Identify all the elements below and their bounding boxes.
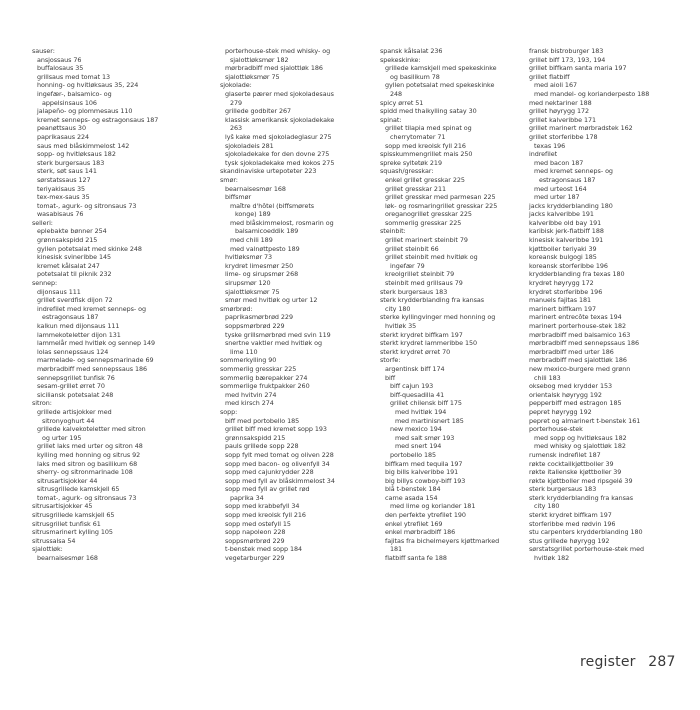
index-entry: sterk krydderblanding fra kansas	[380, 296, 485, 305]
index-subentry: stus grillede høyrygg 192	[529, 536, 610, 545]
index-entry: sopp:	[220, 407, 238, 416]
index-subentry: enkel ytrefilet 169	[385, 519, 443, 528]
index-subentry: grønnsakspidd 215	[37, 236, 98, 245]
index-subentry: grillet biff med kremet sopp 193	[225, 425, 327, 434]
index-subentry: buffalosaus 35	[37, 64, 84, 73]
index-entry: sterkt krydret biffkam 197	[380, 330, 463, 339]
index-subentry: glaserte pærer med sjokoladesaus	[225, 89, 334, 98]
index-subentry: med blåskimmelost, rosmarin og	[230, 218, 334, 227]
index-subentry: sterk burgersaus 183	[37, 158, 105, 167]
index-subentry: 181	[390, 545, 403, 554]
index-entry: sommerlig bærepakker 274	[220, 373, 308, 382]
index-subentry: 248	[390, 89, 403, 98]
index-subentry: med mandel- og korianderpesto 188	[534, 89, 650, 98]
index-subentry: manuels fajitas 181	[529, 296, 592, 305]
index-subentry: klassisk amerikansk sjokoladekake	[225, 115, 335, 124]
index-subentry: grillet tilapia med spinat og	[385, 124, 472, 133]
index-subentry: cherrytomater 71	[390, 132, 446, 141]
index-subentry: paprika 34	[230, 493, 264, 502]
index-subentry: mørbradbiff med urter 186	[529, 347, 614, 356]
index-subentry: sopp med fyll av blåskimmelost 34	[225, 476, 335, 485]
index-subentry: grillet flatbiff	[529, 72, 570, 81]
index-subentry: chili 183	[534, 373, 561, 382]
index-subentry: med kremet sennеps- og	[534, 167, 613, 176]
index-subentry: wasabisaus 76	[37, 210, 84, 219]
index-subentry: oksebog med krydder 153	[529, 382, 613, 391]
index-subentry: enkel mørbradbiff 186	[385, 528, 456, 537]
index-entry: sitrussalsa 54	[32, 536, 76, 545]
index-subentry: med sopp og hvitløksaus 182	[534, 433, 627, 442]
index-subentry: pepperbiff med estragon 185	[529, 399, 622, 408]
index-subentry: vegetarburger 229	[225, 554, 285, 563]
index-subentry: med lime og koriander 181	[390, 502, 476, 511]
index-subentry: med aioli 167	[534, 81, 577, 90]
index-subentry: jacks krydderblanding 180	[529, 201, 613, 210]
index-subentry: grillet biffkam santa maria 197	[529, 64, 627, 73]
index-subentry: kinesisk svineribbe 145	[37, 253, 112, 262]
index-subentry: med urter 187	[534, 193, 580, 202]
index-entry: spinat:	[380, 115, 402, 124]
index-subentry: mørbradbiff med sjalottløk 186	[225, 64, 323, 73]
index-subentry: stu carpenters krydderblanding 180	[529, 528, 643, 537]
index-subentry: koreansk storferibbe 196	[529, 261, 608, 270]
index-subentry: porterhouse-stek med whisky- og	[225, 47, 331, 55]
index-subentry: med martinisnert 185	[395, 416, 464, 425]
index-subentry: sopp med bacon- og olivenfyll 34	[225, 459, 330, 468]
index-subentry: paprikasaus 224	[37, 132, 90, 141]
index-subentry: potetsalat til piknik 232	[37, 270, 112, 279]
index-subentry: snertne vaktler med hvitløk og	[225, 339, 322, 348]
index-subentry: krydret limesmør 250	[225, 261, 294, 270]
index-subentry: kreolgrillet steinbit 79	[385, 270, 455, 279]
index-subentry: sitrusartisjokker 44	[37, 476, 98, 485]
index-subentry: new mexico 194	[390, 425, 442, 434]
index-subentry: grillet chilensk biff 175	[390, 399, 462, 408]
index-subentry: grønnsakspidd 215	[225, 433, 286, 442]
index-entry: sitrusmarinert kylling 105	[32, 528, 113, 537]
index-subentry: soppsmørbrød 229	[225, 322, 285, 330]
index-subentry: marinert biffkam 197	[529, 304, 596, 313]
index-entry: sterke kyllingvinger med honning og	[380, 313, 496, 322]
index-subentry: biff	[385, 373, 396, 382]
index-subentry: konge) 189	[235, 210, 271, 219]
index-subentry: grillede godbiter 267	[225, 107, 292, 116]
index-subentry: sjokoladekake for den dovne 275	[225, 150, 330, 159]
index-subentry: bearnaisesmør 168	[225, 184, 286, 193]
index-subentry: peanøttsaus 30	[37, 124, 86, 133]
index-subentry: sopp med ostefyll 15	[225, 519, 291, 528]
index-subentry: med bacon 187	[534, 158, 584, 167]
index-entry: sterk burgersaus 183	[380, 287, 448, 296]
index-subentry: sopp med kreolsk fyll 216	[225, 511, 306, 520]
index-subentry: gyllen potetsalat med skinke 248	[37, 244, 142, 253]
index-subentry: grillet steinbit med hvitløk og	[385, 253, 478, 262]
index-subentry: mørbradbiff med sennepssaus 186	[37, 364, 148, 373]
index-subentry: siciliansk potetsalat 248	[37, 390, 114, 399]
index-entry: sjokolade:	[220, 81, 252, 90]
index-subentry: mørbradbiff med sennepssaus 186	[529, 339, 640, 348]
index-entry: smørbrød:	[220, 304, 253, 313]
index-subentry: sitronyoghurt 44	[42, 416, 95, 425]
index-subentry: sherry- og sitronmarinade 108	[37, 468, 133, 477]
index-subentry: jalapeño- og plommesaus 110	[37, 107, 133, 116]
index-subentry: sopp med cajunkrydder 228	[225, 468, 314, 477]
index-subentry: med snert 194	[395, 442, 442, 451]
index-subentry: sitrusgrillede kamskjell 65	[37, 485, 120, 494]
index-subentry: med hvitløk 194	[395, 407, 447, 416]
index-subentry: saus med blåskimmelost 142	[37, 141, 130, 150]
index-subentry: grillet marinert mørbradstek 162	[529, 124, 633, 133]
index-subentry: med kirsch 274	[225, 399, 274, 408]
index-subentry: grillsaus med tomat 13	[37, 72, 111, 81]
index-subentry: gyllen potetsalat med spekeskinke	[385, 81, 495, 90]
index-subentry: marmelade- og sennepsmarinade 69	[37, 356, 154, 365]
index-subentry: smør med hvitløk og urter 12	[225, 296, 318, 305]
index-subentry: sopp- og hvitløksaus 182	[37, 150, 116, 159]
index-subentry: sopp med fyll av grillet rød	[225, 485, 310, 494]
index-subentry: med salt smør 193	[395, 433, 455, 442]
index-subentry: balsamicoeddik 189	[235, 227, 299, 236]
index-subentry: estragonsaus 187	[42, 313, 99, 322]
index-subentry: city 180	[534, 502, 560, 511]
index-subentry: hvitløk 35	[385, 322, 417, 330]
index-subentry: sterk, søt saus 141	[37, 167, 97, 176]
index-subentry: den perfekte ytrefilet 190	[385, 511, 466, 520]
index-subentry: sopp med krabbefyll 34	[225, 502, 300, 511]
index-subentry: pepret høyrygg 192	[529, 407, 592, 416]
index-subentry: kylling med honning og sitrus 92	[37, 450, 141, 459]
index-subentry: lime- og sirupsmør 268	[225, 270, 299, 279]
index-subentry: grillet marinert steinbit 79	[385, 236, 468, 245]
index-subentry: med nektariner 188	[529, 98, 592, 107]
footer-word: register	[580, 654, 636, 670]
index-subentry: new mexico-burgere med grønn	[529, 364, 631, 373]
index-entry: sterkt krydret ørret 70	[380, 347, 451, 356]
index-subentry: sterk krydderblanding fra kansas	[529, 493, 634, 502]
index-subentry: kalkun med dijonsaus 111	[37, 322, 120, 330]
index-subentry: sørstatsgrillet porterhouse-stek med	[529, 545, 644, 554]
index-column-1	[32, 47, 190, 563]
index-subentry: sjalottløksmør 75	[225, 72, 280, 81]
index-subentry: lime 110	[230, 347, 258, 356]
index-subentry: grillet laks med urter og sitron 48	[37, 442, 143, 451]
index-subentry: med hvitvin 274	[225, 390, 277, 399]
index-entry: sitron:	[32, 399, 52, 408]
index-subentry: ingefær 79	[390, 261, 425, 270]
index-entry: spansk kålsalat 236	[380, 47, 443, 55]
index-subentry: big bills kalveribbe 191	[385, 468, 459, 477]
index-subentry: og basilikum 78	[390, 72, 440, 81]
page-footer	[580, 654, 676, 670]
index-subentry: biff cajun 193	[390, 382, 434, 391]
index-entry: sennep:	[32, 279, 58, 288]
index-subentry: grillet gresskar 211	[385, 184, 446, 193]
index-subentry: lammekoteletter dijon 131	[37, 330, 121, 339]
index-subentry: porterhouse-stek	[529, 425, 583, 434]
index-subentry: appelsinsaus 106	[42, 98, 97, 107]
index-subentry: t-benstek med sopp 184	[225, 545, 303, 554]
index-subentry: argentinsk biff 174	[385, 364, 445, 373]
index-subentry: med valnøttpesto 189	[230, 244, 300, 253]
index-subentry: røkte italienske kjøttboller 39	[529, 468, 622, 477]
index-subentry: hvitløk 182	[534, 554, 570, 563]
index-subentry: enkel grillet gresskar 225	[385, 175, 465, 184]
index-subentry: city 180	[385, 304, 411, 313]
index-subentry: pauls grillede sopp 228	[225, 442, 299, 451]
index-subentry: oreganogrillet gresskar 225	[385, 210, 472, 219]
index-subentry: carne asada 154	[385, 493, 438, 502]
index-subentry: sjalottløksmør 75	[225, 287, 280, 296]
index-subentry: røkte cocktailkjøttboller 39	[529, 459, 614, 468]
index-entry: skandinaviske urtepoteter 223	[220, 167, 317, 176]
index-subentry: fransk bistroburger 183	[529, 47, 604, 55]
index-subentry: dijonsaus 111	[37, 287, 81, 296]
index-subentry: karibisk jerk-flatbiff 188	[529, 227, 604, 236]
index-subentry: løk- og rosmaringrillet gresskar 225	[385, 201, 498, 210]
index-subentry: mørbradbiff med sjalottløk 186	[529, 356, 627, 365]
index-subentry: krydderblanding fra texas 180	[529, 270, 625, 279]
index-subentry: tex-mex-saus 35	[37, 193, 90, 202]
index-column-2	[220, 47, 378, 563]
index-subentry: sommerlig gresskar 225	[385, 218, 462, 227]
index-subentry: soppsmørbrød 229	[225, 536, 285, 545]
index-subentry: sterkt krydret biffkam 197	[529, 511, 612, 520]
index-subentry: big billys cowboy-biff 193	[385, 476, 466, 485]
index-column-3	[380, 47, 538, 563]
index-subentry: portobello 185	[390, 450, 436, 459]
index-subentry: med chili 189	[230, 236, 273, 245]
index-subentry: kalveribbe old bay 191	[529, 218, 602, 227]
index-subentry: paprikasmørbrød 229	[225, 313, 293, 322]
index-subentry: hvitløksmør 73	[225, 253, 273, 262]
index-entry: sauser:	[32, 47, 55, 55]
index-entry: spreke syltetøk 219	[380, 158, 442, 167]
index-subentry: krydret storferibbe 196	[529, 287, 603, 296]
index-subentry: og urter 195	[42, 433, 82, 442]
index-subentry: sopp napoleon 228	[225, 528, 286, 537]
index-entry: squash/gresskar:	[380, 167, 434, 176]
page-number: 287	[648, 654, 676, 670]
index-subentry: grillet høyrygg 172	[529, 107, 590, 116]
index-subentry: lammelår med hvitløk og sennep 149	[37, 339, 156, 348]
index-subentry: steinbit med grillsaus 79	[385, 279, 463, 288]
index-subentry: grillet biff 173, 193, 194	[529, 55, 606, 64]
index-entry: sitrusgrillet tunfisk 61	[32, 519, 101, 528]
index-entry: sommerlig gresskar 225	[220, 364, 297, 373]
index-entry: sterkt krydret lammeribbe 150	[380, 339, 478, 348]
index-subentry: lolas sennepssaus 124	[37, 347, 109, 356]
index-subentry: sjokoladeis 281	[225, 141, 274, 150]
index-subentry: sesam-grillet ørret 70	[37, 382, 105, 391]
index-subentry: pepret og almarinert t-benstek 161	[529, 416, 641, 425]
index-subentry: røkte kjøttboller med ripsgelé 39	[529, 476, 633, 485]
index-subentry: biff med portobello 185	[225, 416, 300, 425]
index-entry: steinbit:	[380, 227, 406, 236]
index-subentry: grillet kalveribbe 171	[529, 115, 597, 124]
index-subentry: med whisky og sjalottløk 182	[534, 442, 626, 451]
index-subentry: grillet sverdfisk dijon 72	[37, 296, 113, 305]
index-subentry: maître d'hôtel (biffsmørets	[230, 201, 315, 210]
index-subentry: kremet kålsalat 247	[37, 261, 100, 270]
index-subentry: sennepsgrillet tunfisk 76	[37, 373, 115, 382]
index-entry: sitrusartisjokker 45	[32, 502, 93, 511]
index-subentry: grillede kalvekoteletter med sitron	[37, 425, 146, 434]
index-entry: spisskummengrillet mais 250	[380, 150, 473, 159]
index-entry: sjalottløk:	[32, 545, 63, 554]
index-subentry: sterk burgersaus 183	[529, 485, 597, 494]
index-subentry: grillede kamskjell med spekeskinke	[385, 64, 497, 73]
index-column-4	[524, 47, 682, 563]
index-subentry: 279	[230, 98, 243, 107]
index-subentry: indrefilet	[529, 150, 558, 159]
index-subentry: storferibbe med rødvin 196	[529, 519, 616, 528]
index-subentry: texas 196	[534, 141, 566, 150]
index-subentry: laks med sitron og basilikum 68	[37, 459, 138, 468]
index-subentry: grillede artisjokker med	[37, 407, 112, 416]
index-subentry: sjalottløksmør 182	[230, 55, 289, 64]
index-subentry: indrefilet med kremet sennеps- og	[37, 304, 146, 313]
index-subentry: ansjossaus 76	[37, 55, 82, 64]
index-entry: sommerkylling 90	[220, 356, 277, 365]
index-entry: sommerlige fruktpakker 260	[220, 382, 310, 391]
index-subentry: fajitas fra bichelmeyers kjøttmarked	[385, 536, 500, 545]
index-subentry: lyš kake med sjokoladeglasur 275	[225, 132, 332, 141]
index-subentry: grillet gresskar med parmesan 225	[385, 193, 496, 202]
index-entry: smør:	[220, 175, 238, 184]
index-entry: selleri:	[32, 218, 53, 227]
index-subentry: sørstatssaus 127	[37, 175, 91, 184]
index-subentry: estragonsaus 187	[539, 175, 596, 184]
index-entry: spidd med thaikylling satay 30	[380, 107, 477, 116]
index-entry: spekeskinke:	[380, 55, 421, 64]
index-subentry: orientalsk høyrygg 192	[529, 390, 602, 399]
index-subentry: biffkam med tequila 197	[385, 459, 463, 468]
index-subentry: sirupsmør 120	[225, 279, 271, 288]
index-subentry: grillet storferibbe 178	[529, 132, 598, 141]
index-subentry: blå t-benstek 184	[385, 485, 441, 494]
index-subentry: rumensk indrefilet 187	[529, 450, 601, 459]
index-subentry: 263	[230, 124, 243, 133]
index-subentry: tomat-, agurk- og sitronsaus 73	[37, 201, 137, 210]
index-subentry: sopp fylt med tomat og oliven 228	[225, 450, 334, 459]
index-subentry: ingefær-, balsamico- og	[37, 89, 112, 98]
index-subentry: mørbradbiff med balsamico 163	[529, 330, 631, 339]
index-subentry: eplebakte bønner 254	[37, 227, 107, 236]
index-entry: sitrusgrillede kamskjell 65	[32, 511, 115, 520]
index-subentry: kinesisk kalveribbe 191	[529, 236, 604, 245]
index-subentry: tysk sjokoladekake med kokos 275	[225, 158, 335, 167]
index-subentry: tyske grillsmørbrød med svin 119	[225, 330, 331, 339]
index-subentry: krydret høyrygg 172	[529, 279, 594, 288]
index-subentry: flatbiff santa fe 188	[385, 554, 447, 563]
index-subentry: biffsmør	[225, 193, 252, 202]
index-subentry: sopp med kreolsk fyll 216	[385, 141, 466, 150]
index-subentry: koreansk bulgogi 185	[529, 253, 597, 262]
index-subentry: grillet steinbit 66	[385, 244, 439, 253]
index-subentry: biff-quesadilla 41	[390, 390, 445, 399]
index-subentry: marinert entrecôte texas 194	[529, 313, 622, 322]
index-subentry: teriyakisaus 35	[37, 184, 86, 193]
index-subentry: med urteost 164	[534, 184, 587, 193]
index-entry: storfe:	[380, 356, 401, 365]
index-subentry: kjøttboller teriyaki 39	[529, 244, 597, 253]
index-subentry: marinert porterhouse-stek 182	[529, 322, 627, 330]
index-subentry: jacks kalveribbe 191	[529, 210, 594, 219]
index-subentry: tomat-, agurk- og sitronsaus 73	[37, 493, 137, 502]
index-subentry: honning- og hvitløksaus 35, 224	[37, 81, 139, 90]
index-subentry: bearnaisesmør 168	[37, 554, 98, 563]
index-subentry: kremet sennеps- og estragonsaus 187	[37, 115, 159, 124]
index-entry: spicy ørret 51	[380, 98, 424, 107]
